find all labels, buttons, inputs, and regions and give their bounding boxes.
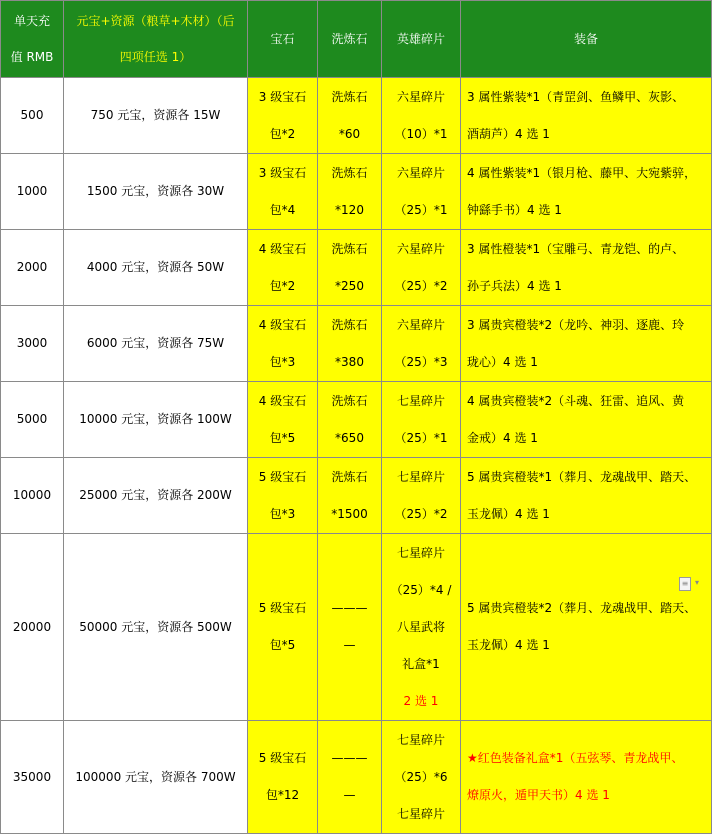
- yuanbao-cell: 25000 元宝，资源各 200W: [64, 458, 248, 534]
- header-recharge-amount: 单天充 值 RMB: [1, 1, 64, 78]
- yuanbao-cell: 10000 元宝，资源各 100W: [64, 382, 248, 458]
- stone-cell: 洗炼石 *380: [318, 306, 382, 382]
- document-icon[interactable]: ≡: [679, 577, 691, 591]
- gem-cell: 3 级宝石 包*2: [248, 78, 318, 154]
- amount-cell: 10000: [1, 458, 64, 534]
- header-refining-stone: 洗炼石: [318, 1, 382, 78]
- equip-cell: 4 属性紫装*1（银月枪、藤甲、大宛紫骍， 钟繇手书）4 选 1: [461, 154, 712, 230]
- equip-cell: 5 属贵宾橙装*1（葬月、龙魂战甲、踏天、 玉龙佩）4 选 1: [461, 458, 712, 534]
- amount-cell: 20000: [1, 534, 64, 721]
- stone-cell: 洗炼石 *250: [318, 230, 382, 306]
- amount-cell: 2000: [1, 230, 64, 306]
- hero-text: 七星碎片 （25）*4 / 八星武将 礼盒*1: [390, 545, 452, 671]
- yuanbao-cell: 4000 元宝，资源各 50W: [64, 230, 248, 306]
- equip-cell: ★红色装备礼盒*1（五弦琴、青龙战甲、 燎原火，遁甲天书）4 选 1: [461, 721, 712, 834]
- table-row: [1, 721, 712, 834]
- yuanbao-cell: 1500 元宝，资源各 30W: [64, 154, 248, 230]
- hero-cell: 七星碎片 （25）*2: [382, 458, 461, 534]
- stone-cell: ——— —: [318, 721, 382, 834]
- gem-cell: 5 级宝石 包*12: [248, 721, 318, 834]
- hero-cell: [382, 534, 461, 721]
- yuanbao-cell: 50000 元宝，资源各 500W: [64, 534, 248, 721]
- header-yuanbao-resources: 元宝+资源（粮草+木材）（后 四项任选 1）: [64, 1, 248, 78]
- stone-cell: 洗炼石 *1500: [318, 458, 382, 534]
- hero-cell: 六星碎片 （25）*1: [382, 154, 461, 230]
- stone-cell: 洗炼石 *60: [318, 78, 382, 154]
- table-row: [1, 78, 712, 154]
- header-equipment: 装备: [461, 1, 712, 78]
- gem-cell: 5 级宝石 包*3: [248, 458, 318, 534]
- equip-cell: 5 属贵宾橙装*2（葬月、龙魂战甲、踏天、 玉龙佩）4 选 1: [461, 534, 712, 721]
- amount-cell: 35000: [1, 721, 64, 834]
- hero-choice-note: 2 选 1: [403, 693, 439, 708]
- stone-cell: 洗炼石 *120: [318, 154, 382, 230]
- header-gem: 宝石: [248, 1, 318, 78]
- stone-cell: ——— —: [318, 534, 382, 721]
- amount-cell: 3000: [1, 306, 64, 382]
- gem-cell: 5 级宝石 包*5: [248, 534, 318, 721]
- table-row: [1, 230, 712, 306]
- amount-cell: 500: [1, 78, 64, 154]
- table-row: [1, 154, 712, 230]
- equip-cell: 3 属性橙装*1（宝雕弓、青龙铠、的卢、 孙子兵法）4 选 1: [461, 230, 712, 306]
- hero-cell: 七星碎片 （25）*1: [382, 382, 461, 458]
- gem-cell: 4 级宝石 包*3: [248, 306, 318, 382]
- amount-cell: 5000: [1, 382, 64, 458]
- header-hero-fragment: 英雄碎片: [382, 1, 461, 78]
- table-row: [1, 534, 712, 721]
- table-row: [1, 382, 712, 458]
- header-row: [1, 1, 712, 78]
- hero-cell: 六星碎片 （25）*3: [382, 306, 461, 382]
- yuanbao-cell: 6000 元宝，资源各 75W: [64, 306, 248, 382]
- dropdown-caret-icon[interactable]: ▾: [695, 578, 700, 587]
- gem-cell: 4 级宝石 包*2: [248, 230, 318, 306]
- hero-cell: 七星碎片 （25）*6 七星碎片: [382, 721, 461, 834]
- amount-cell: 1000: [1, 154, 64, 230]
- hero-cell: 六星碎片 （10）*1: [382, 78, 461, 154]
- gem-cell: 3 级宝石 包*4: [248, 154, 318, 230]
- equip-cell: 4 属贵宾橙装*2（斗魂、狂雷、追风、黄 金戒）4 选 1: [461, 382, 712, 458]
- stone-cell: 洗炼石 *650: [318, 382, 382, 458]
- equip-cell: 3 属性紫装*1（青罡剑、鱼鳞甲、灰影、 酒葫芦）4 选 1: [461, 78, 712, 154]
- table-row: [1, 306, 712, 382]
- table-row: [1, 458, 712, 534]
- hero-cell: 六星碎片 （25）*2: [382, 230, 461, 306]
- gem-cell: 4 级宝石 包*5: [248, 382, 318, 458]
- equip-cell: 3 属贵宾橙装*2（龙吟、神羽、逐鹿、玲 珑心）4 选 1: [461, 306, 712, 382]
- yuanbao-cell: 750 元宝，资源各 15W: [64, 78, 248, 154]
- yuanbao-cell: 100000 元宝，资源各 700W: [64, 721, 248, 834]
